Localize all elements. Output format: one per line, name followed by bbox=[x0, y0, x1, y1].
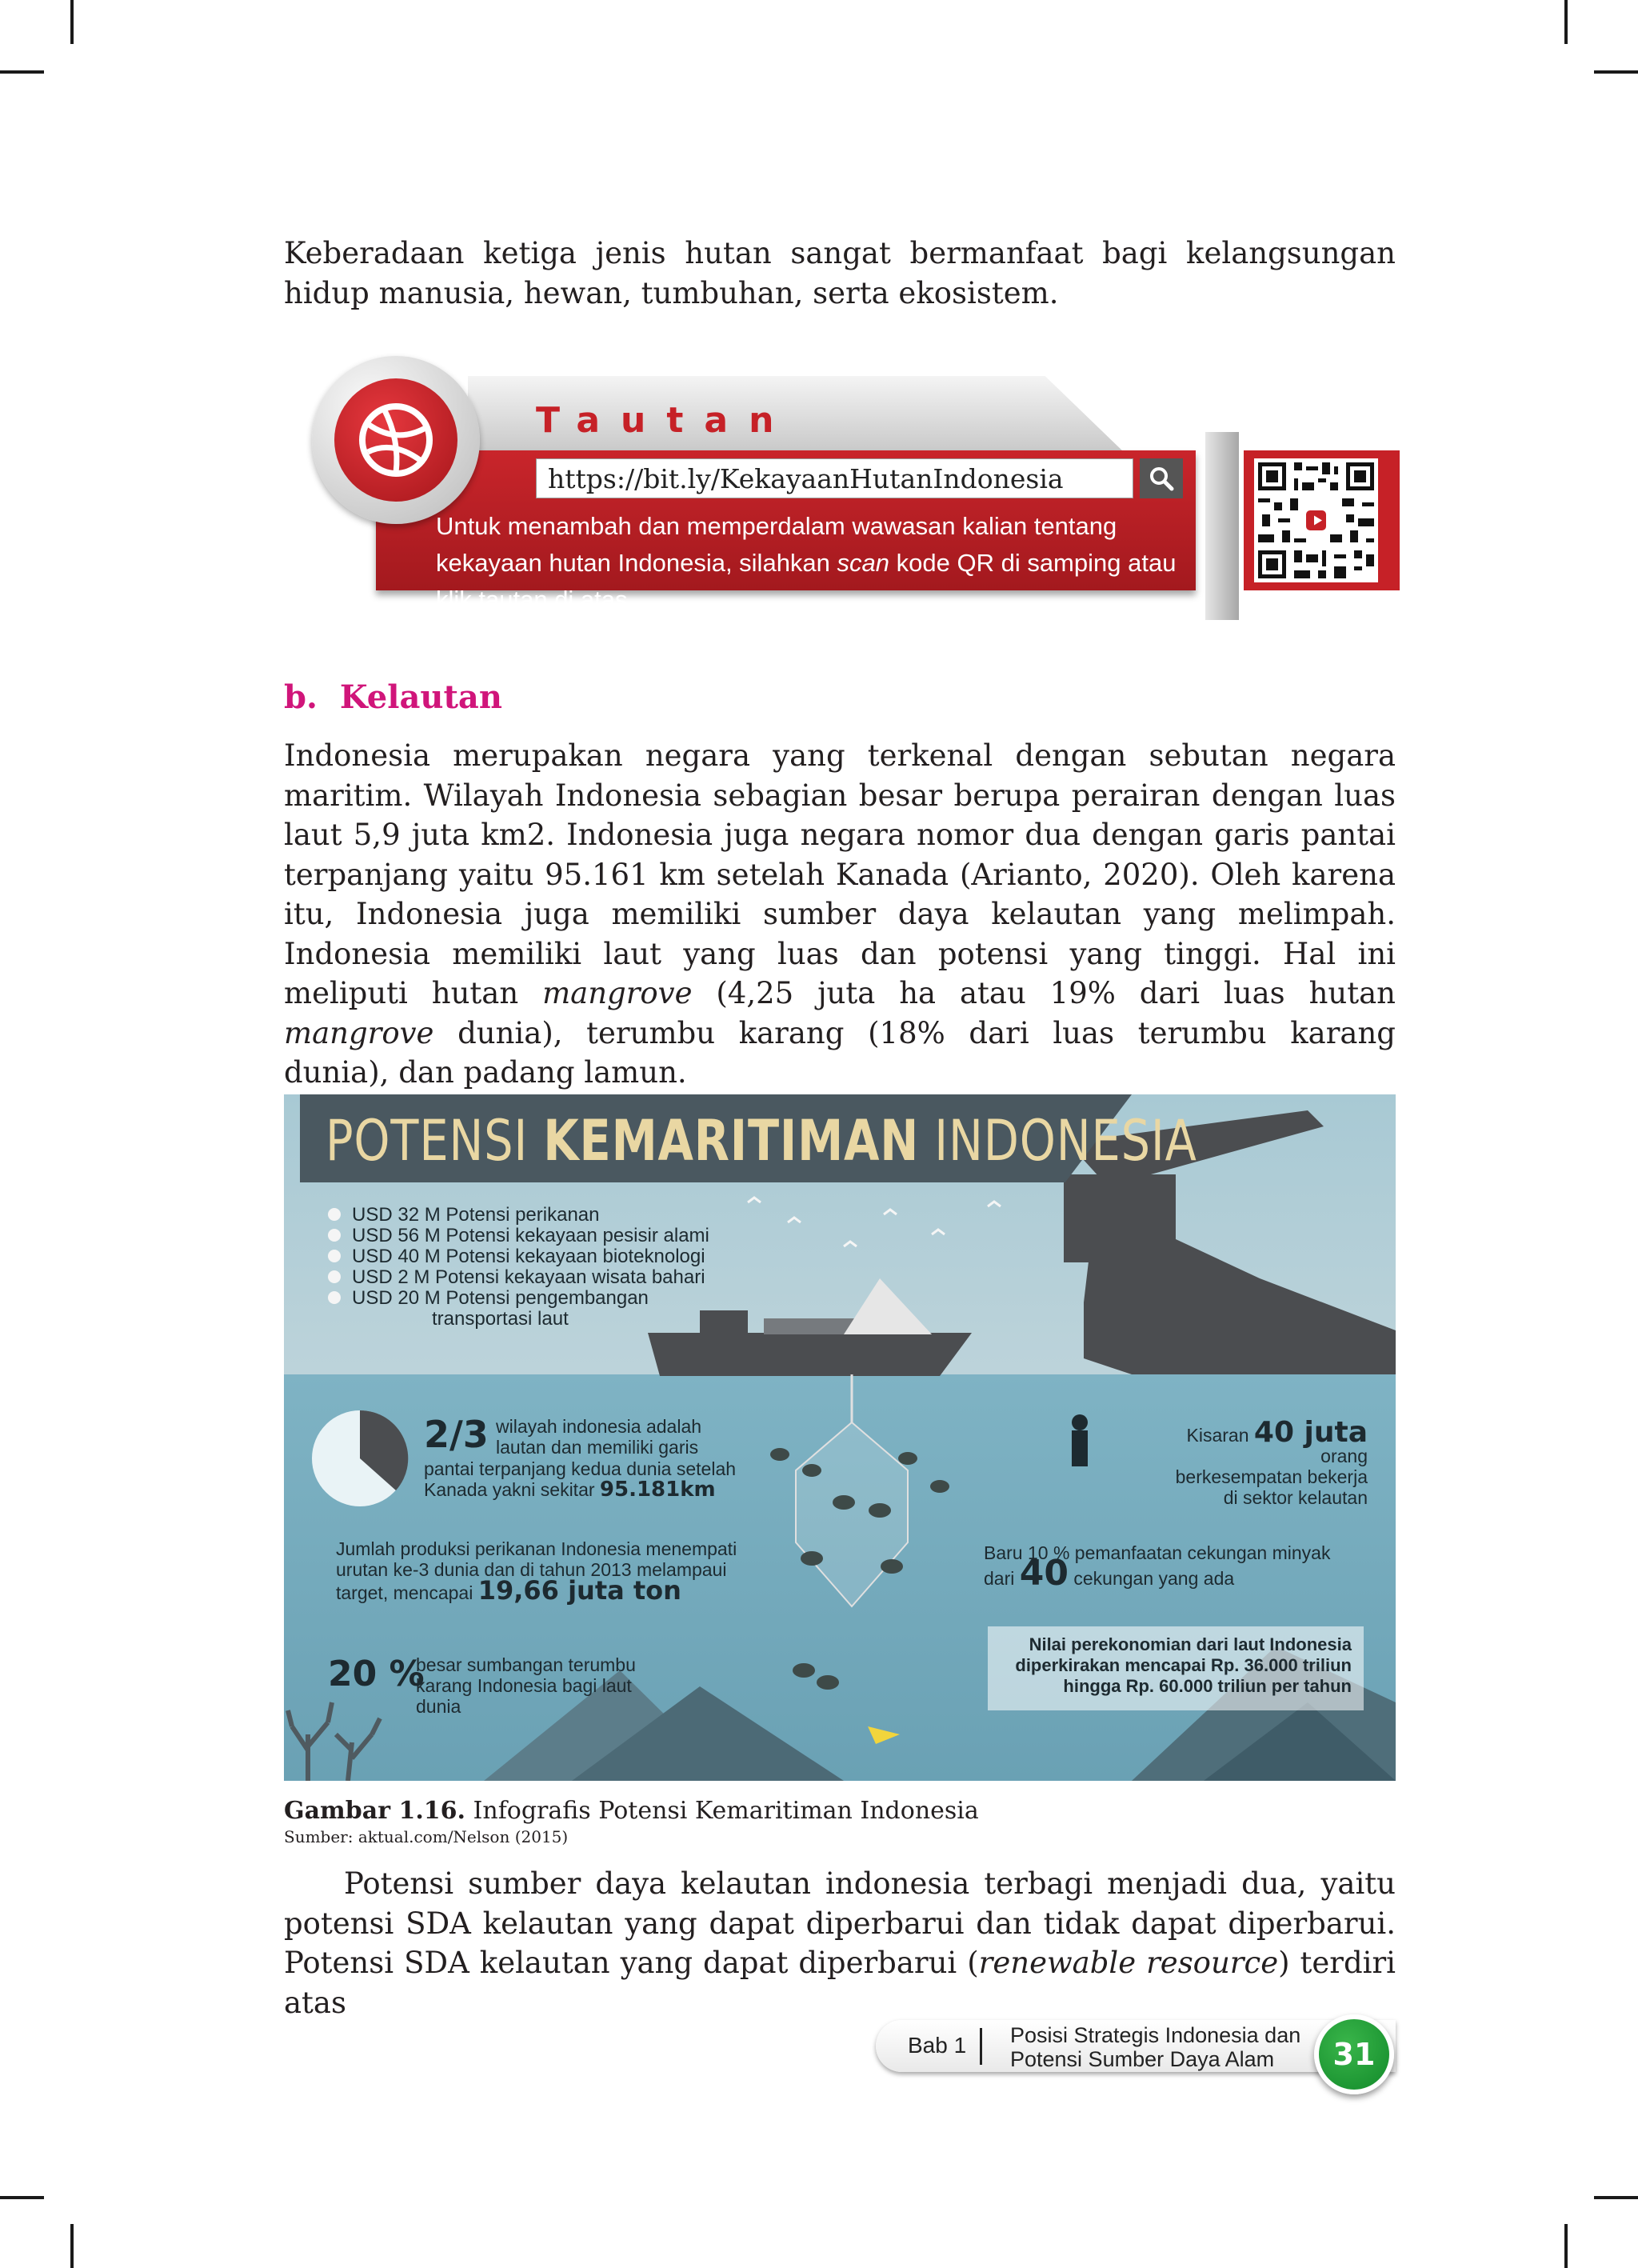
chapter-title: Posisi Strategis Indonesia dan Potensi Sumber Daya Alam bbox=[1010, 2023, 1301, 2071]
tautan-box bbox=[312, 356, 1400, 632]
list-item: USD 20 M Potensi pengembangan bbox=[328, 1288, 709, 1309]
infographic-title: POTENSI KEMARITIMAN INDONESIA bbox=[326, 1108, 1197, 1174]
list-item: USD 2 M Potensi kekayaan wisata bahari bbox=[328, 1267, 709, 1288]
search-icon bbox=[1149, 466, 1174, 491]
chapter-number: Bab 1 bbox=[908, 2033, 967, 2058]
crop-mark bbox=[0, 70, 44, 74]
tautan-side-bar bbox=[1205, 432, 1239, 620]
tautan-badge bbox=[312, 356, 480, 524]
tautan-description: Untuk menambah dan memperdalam wawasan kalian tentang kekayaan hutan Indonesia, silahkan scan kode QR di samping atau klik tautan di atas. bbox=[436, 512, 1177, 614]
crop-mark bbox=[0, 2196, 44, 2199]
crop-mark bbox=[1564, 2224, 1568, 2268]
tautan-title: Tautan bbox=[536, 400, 795, 441]
section-label: b. bbox=[284, 678, 318, 716]
minyak-text: Baru 10 % pemanfaatan cekungan minyak dari 40 cekungan yang ada bbox=[984, 1542, 1331, 1594]
crop-mark bbox=[1594, 70, 1638, 74]
qr-code[interactable] bbox=[1254, 458, 1378, 582]
produksi-text: Jumlah produksi perikanan Indonesia menempati urutan ke-3 dunia dan di tahun 2013 melampaui target, mencapai 19,66 juta ton bbox=[336, 1538, 737, 1606]
figure-caption: Gambar 1.16. Infografis Potensi Kemaritiman Indonesia bbox=[284, 1797, 979, 1825]
section-heading bbox=[284, 678, 502, 716]
potential-list bbox=[328, 1205, 709, 1330]
ekonomi-text: Nilai perekonomian dari laut Indonesia diperkirakan mencapai Rp. 36.000 triliun hingga Rp. 60.000 triliun per tahun bbox=[1015, 1634, 1352, 1696]
potensi-paragraph: Potensi sumber daya kelautan indonesia terbagi menjadi dua, yaitu potensi SDA kelautan yang dapat diperbarui dan tidak dapat diperbarui. Potensi SDA kelautan yang dapat diperbarui (renewable resource) terdiri atas bbox=[284, 1866, 1396, 2020]
crop-mark bbox=[70, 0, 74, 44]
search-button[interactable] bbox=[1140, 458, 1183, 498]
list-item: USD 32 M Potensi perikanan bbox=[328, 1205, 709, 1226]
list-item: USD 56 M Potensi kekayaan pesisir alami bbox=[328, 1226, 709, 1246]
footer-divider bbox=[980, 2028, 982, 2065]
fraction-value: 2/3 bbox=[424, 1413, 489, 1456]
kelautan-paragraph: Indonesia merupakan negara yang terkenal dengan sebutan negara maritim. Wilayah Indonesia sebagian besar berupa perairan dengan luas laut 5,9 juta km2. Indonesia juga negara nomor dua dengan garis pantai terpanjang yaitu 95.161 km setelah Kanada (Arianto, 2020). Oleh karena itu, Indonesia juga memiliki sumber daya kelautan yang melimpah. Indonesia memiliki laut yang luas dan potensi yang tinggi. Hal ini meliputi hutan mangrove (4,25 juta ha atau 19% dari luas hutan mangrove dunia), terumbu karang (18% dari luas terumbu karang dunia), dan padang lamun. bbox=[284, 738, 1396, 1090]
fraction-text-2: pantai terpanjang kedua dunia setelah Kanada yakni sekitar 95.181km bbox=[424, 1458, 737, 1502]
intro-paragraph: Keberadaan ketiga jenis hutan sangat bermanfaat bagi kelangsungan hidup manusia, hewan, tumbuhan, serta ekosistem. bbox=[284, 236, 1396, 310]
crop-mark bbox=[70, 2224, 74, 2268]
fraction-text: wilayah indonesia adalah lautan dan memiliki garis bbox=[496, 1416, 702, 1458]
tautan-url-field[interactable]: https://bit.ly/KekayaanHutanIndonesia bbox=[536, 458, 1133, 498]
globe-icon bbox=[352, 396, 440, 484]
list-item: USD 40 M Potensi kekayaan bioteknologi bbox=[328, 1246, 709, 1267]
qr-code-icon bbox=[1254, 458, 1378, 582]
terumbu-text: besar sumbangan terumbu karang Indonesia bagi laut dunia bbox=[416, 1654, 636, 1717]
figure-source: Sumber: aktual.com/Nelson (2015) bbox=[284, 1827, 569, 1846]
tautan-badge-inner bbox=[334, 378, 457, 502]
page-number: 31 bbox=[1314, 2014, 1394, 2094]
kerja-text: Kisaran 40 juta orang berkesempatan bekerja di sektor kelautan bbox=[1175, 1416, 1368, 1508]
crop-mark bbox=[1594, 2196, 1638, 2199]
section-title: Kelautan bbox=[339, 678, 502, 716]
list-item-continuation: transportasi laut bbox=[432, 1308, 569, 1330]
infographic bbox=[284, 1094, 1396, 1781]
terumbu-value: 20 % bbox=[328, 1654, 425, 1694]
crop-mark bbox=[1564, 0, 1568, 44]
